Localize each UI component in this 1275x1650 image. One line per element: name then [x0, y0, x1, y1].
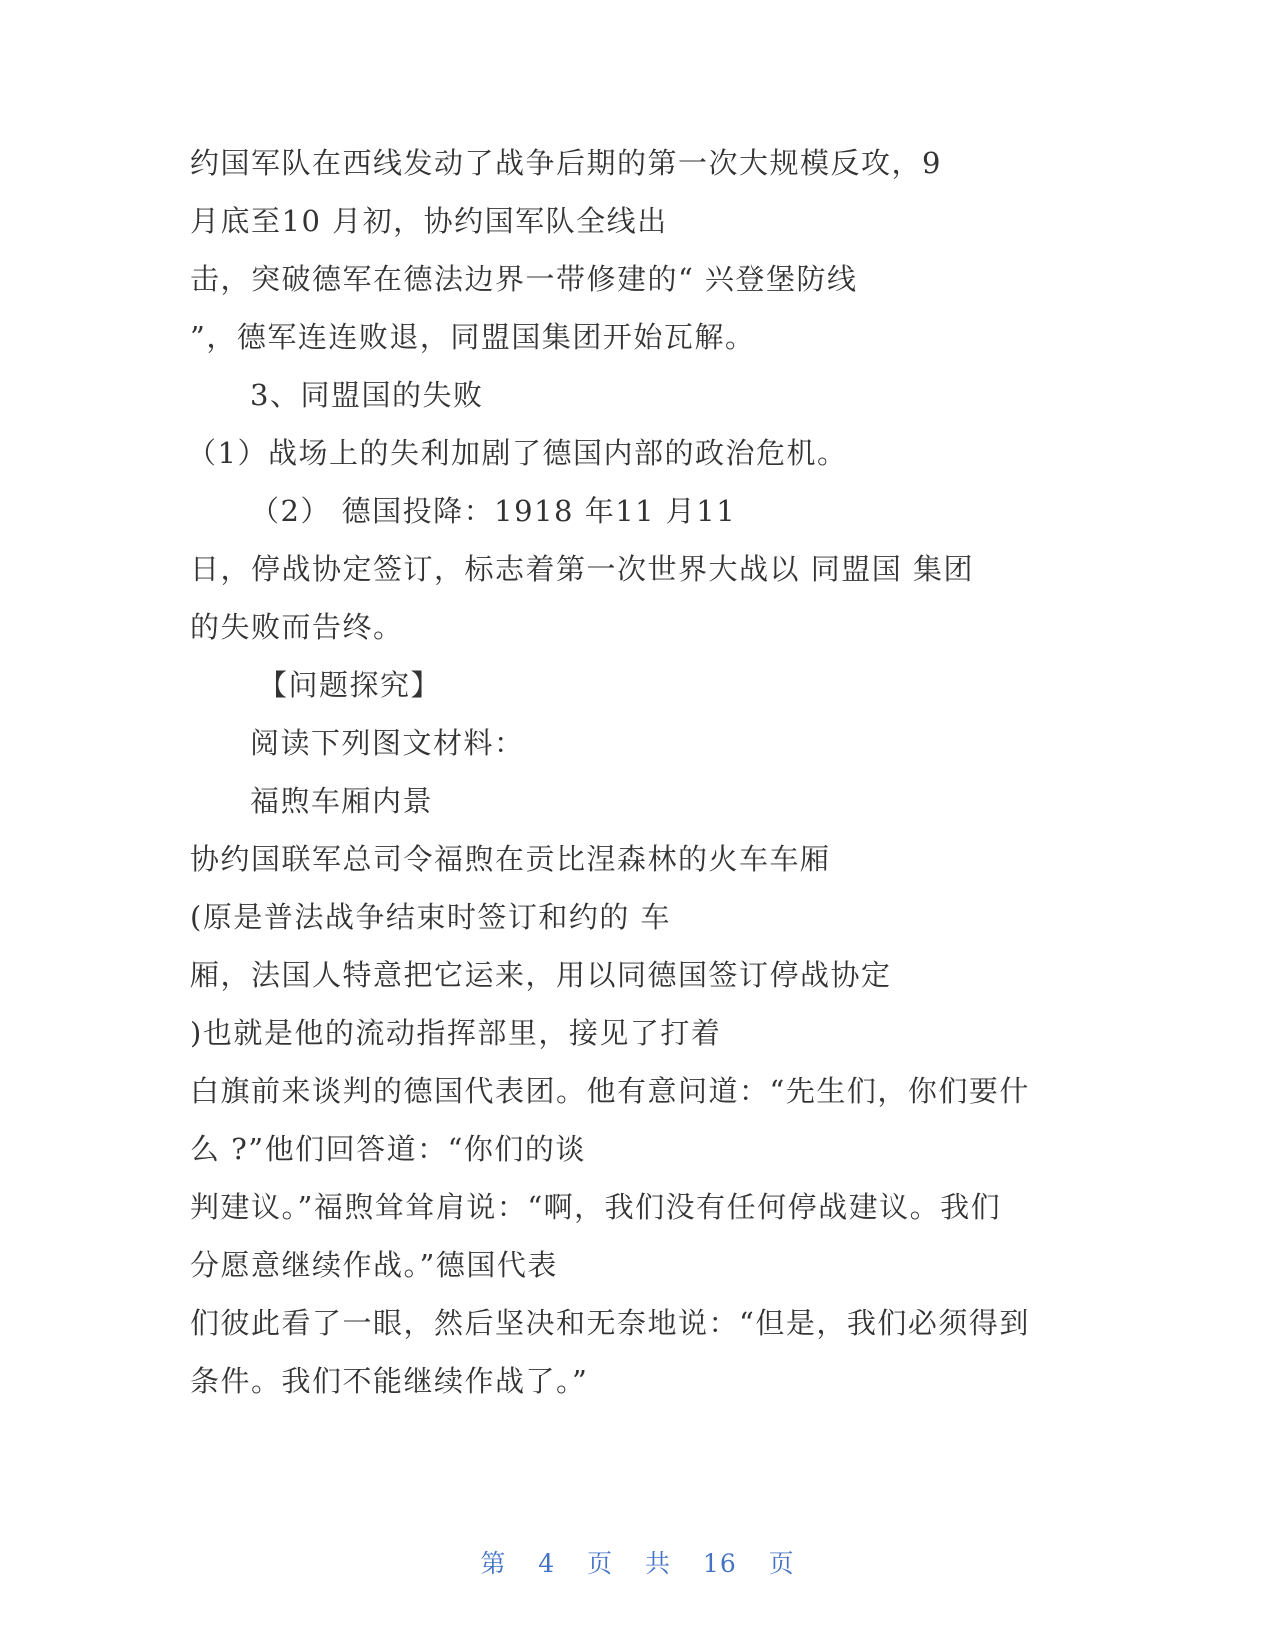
text-line-2: 月底至10 月初，协约国军队全线出	[190, 204, 668, 238]
footer-label-ye2: 页	[768, 1549, 795, 1578]
text-line-8: 日，停战协定签订，标志着第一次世界大战以 同盟国 集团	[190, 552, 974, 586]
page-footer	[0, 1544, 1275, 1580]
text-line-6: （1）战场上的失利加剧了德国内部的政治危机。	[187, 436, 848, 470]
text-line-17: 白旗前来谈判的德国代表团。他有意问道：“先生们，你们要什	[190, 1074, 1030, 1108]
text-line-16: )也就是他的流动指挥部里，接见了打着	[190, 1016, 722, 1050]
text-line-3: 击，突破德军在德法边界一带修建的“ 兴登堡防线	[190, 262, 858, 296]
text-line-12: 福煦车厢内景	[250, 784, 434, 818]
footer-label-ye: 页	[587, 1549, 614, 1578]
text-line-4: ”，德军连连败退，同盟国集团开始瓦解。	[190, 320, 756, 354]
text-line-13: 协约国联军总司令福煦在贡比涅森林的火车车厢	[190, 842, 831, 876]
text-line-22: 条件。我们不能继续作战了。”	[190, 1364, 589, 1398]
text-line-14: (原是普法战争结束时签订和约的 车	[190, 900, 672, 934]
text-line-1: 约国军队在西线发动了战争后期的第一次大规模反攻，9	[190, 146, 942, 180]
text-line-15: 厢，法国人特意把它运来，用以同德国签订停战协定	[190, 958, 892, 992]
footer-page-number: 4	[538, 1549, 556, 1578]
footer-label-gong: 共	[645, 1549, 672, 1578]
text-line-7: （2） 德国投降：1918 年11 月11	[250, 494, 737, 528]
footer-total-pages: 16	[702, 1549, 737, 1578]
text-line-20: 分愿意继续作战。”德国代表	[190, 1248, 558, 1282]
text-line-18: 么 ?”他们回答道：“你们的谈	[190, 1132, 586, 1166]
section-heading-inquiry: 【问题探究】	[258, 668, 442, 702]
section-heading-3: 3、同盟国的失败	[250, 378, 484, 412]
footer-label-di: 第	[480, 1549, 507, 1578]
text-line-19: 判建议。”福煦耸耸肩说：“啊，我们没有任何停战建议。我们	[190, 1190, 1002, 1224]
text-line-11: 阅读下列图文材料：	[250, 726, 525, 760]
text-line-9: 的失败而告终。	[190, 610, 404, 644]
text-line-21: 们彼此看了一眼，然后坚决和无奈地说：“但是，我们必须得到	[190, 1306, 1030, 1340]
